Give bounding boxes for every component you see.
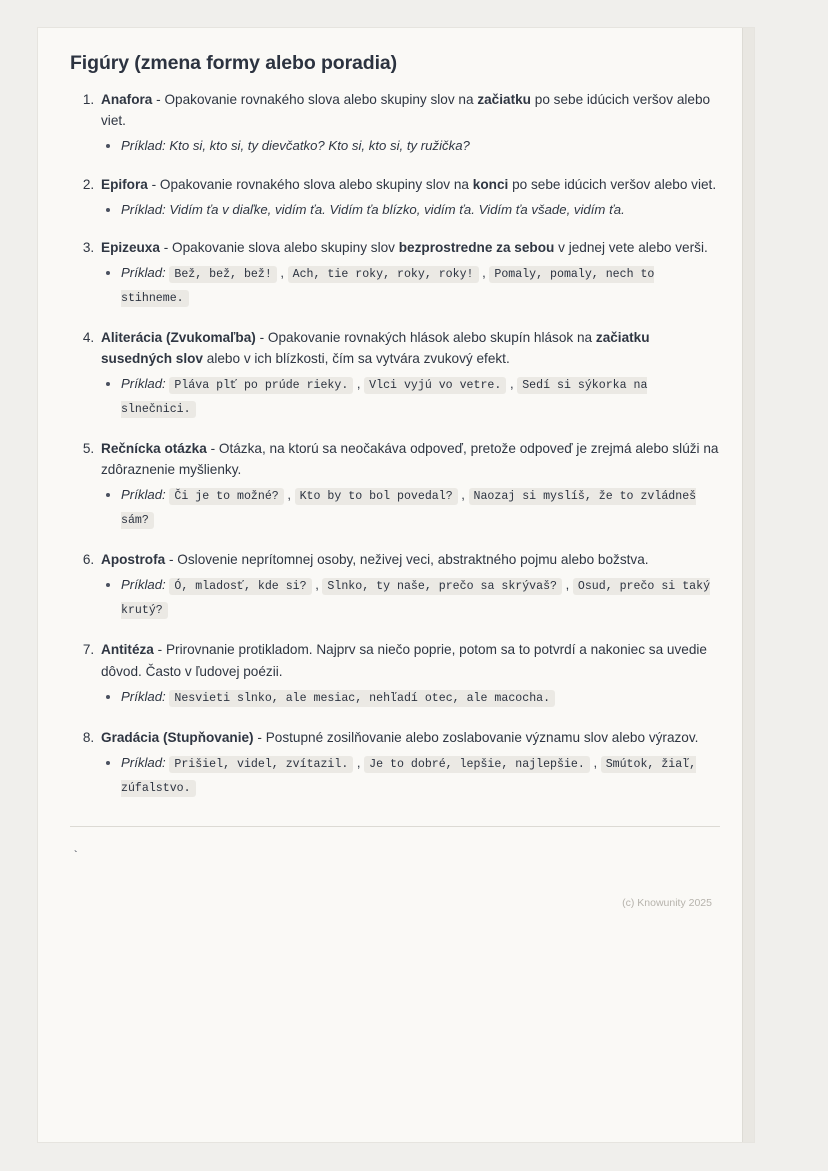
stray-backtick: ` (72, 848, 80, 863)
example-code: Smútok, žiaľ, zúfalstvo. (121, 757, 697, 795)
figure-definition-tail: po sebe idúcich veršov alebo viet. (508, 176, 717, 192)
example-item (121, 262, 720, 310)
figure-term: Aliterácia (Zvukomaľba) (101, 330, 256, 346)
example-separator: , (506, 376, 518, 392)
example-text: Vidím ťa v diaľke, vidím ťa. Vidím ťa blízko, vidím ťa. Vidím ťa všade, vidím ťa. (169, 201, 625, 217)
example-code: Vlci vyjú vo vetre. (364, 377, 506, 394)
example-list (101, 199, 720, 220)
list-item (98, 327, 720, 421)
figure-dash: - (253, 729, 266, 745)
example-list (101, 686, 720, 710)
example-separator: , (562, 577, 573, 593)
list-item (98, 237, 720, 310)
example-list (101, 752, 720, 800)
figure-definition: Otázka, na ktorú sa neočakáva odpoveď, pretože odpoveď je zrejmá alebo slúži na zdôraznenie myšlienky. (101, 441, 719, 478)
example-list (101, 135, 720, 156)
example-separator: , (353, 754, 365, 770)
example-item (121, 484, 720, 532)
example-item (121, 752, 720, 800)
example-code: Kto by to bol povedal? (295, 488, 458, 505)
list-item (98, 549, 720, 622)
figure-dash: - (206, 441, 219, 457)
document-content (38, 28, 754, 925)
example-list (101, 373, 720, 421)
example-code: Je to dobré, lepšie, najlepšie. (364, 756, 590, 773)
example-code: Ó, mladosť, kde si? (169, 578, 311, 595)
figure-definition: Opakovanie rovnakých hlások alebo skupín hlások na (267, 330, 596, 346)
figure-dash: - (147, 176, 160, 192)
example-code: Pomaly, pomaly, nech to stihneme. (121, 268, 655, 306)
list-item (98, 727, 720, 800)
example-label: Príklad: (121, 754, 170, 770)
figures-list (70, 89, 720, 800)
example-list (101, 484, 720, 532)
example-label: Príklad: (121, 376, 170, 392)
example-separator: , (353, 376, 365, 392)
example-code: Pláva plť po prúde rieky. (169, 377, 353, 394)
example-label: Príklad: (121, 577, 170, 593)
scrollbar-track[interactable] (742, 28, 754, 1142)
figure-definition-emphasis: konci (472, 176, 509, 192)
page-title: Figúry (zmena formy alebo poradia) (70, 52, 398, 74)
figure-definition-tail: v jednej vete alebo verši. (554, 239, 708, 255)
figure-definition: Opakovanie rovnakého slova alebo skupiny slov na (159, 176, 473, 192)
example-separator: , (457, 487, 469, 503)
list-item (98, 639, 720, 709)
example-code: Naozaj si myslíš, že to zvládneš sám? (121, 490, 697, 528)
example-label: Príklad: (121, 201, 170, 217)
figure-term: Apostrofa (101, 552, 166, 568)
figure-dash: - (165, 552, 178, 568)
figure-dash: - (153, 642, 166, 658)
example-separator: , (283, 487, 295, 503)
figure-term: Rečnícka otázka (101, 441, 207, 457)
figure-definition: Opakovanie rovnakého slova alebo skupiny slov na (164, 92, 478, 107)
example-item (121, 199, 720, 220)
document-sheet (38, 28, 754, 1142)
example-item (121, 373, 720, 421)
example-code: Či je to možné? (169, 488, 283, 505)
figure-term: Epizeuxa (101, 239, 160, 255)
figure-definition: Prirovnanie protikladom. Najprv sa niečo poprie, potom sa to potvrdí a nakoniec sa uvedie dôvod. Často v ľudovej poézii. (101, 642, 707, 679)
figure-definition: Oslovenie neprítomnej osoby, neživej veci, abstraktného pojmu alebo božstva. (177, 552, 649, 568)
list-item (98, 174, 720, 220)
figure-definition-tail: po sebe idúcich veršov alebo viet. (101, 92, 711, 129)
figure-definition-emphasis: začiatku (477, 92, 531, 107)
list-item (98, 89, 720, 157)
figure-dash: - (255, 330, 268, 346)
example-separator: , (478, 265, 490, 280)
example-code: Slnko, ty naše, prečo sa skrývaš? (322, 578, 562, 595)
figure-definition-emphasis: bezprostredne za sebou (398, 239, 555, 255)
example-item (121, 686, 720, 710)
figure-dash: - (152, 92, 165, 107)
example-code: Ach, tie roky, roky, roky! (288, 266, 479, 283)
example-code: Prišiel, videl, zvítazil. (169, 756, 353, 773)
figure-definition-emphasis: začiatku susedných slov (101, 330, 650, 367)
example-item (121, 574, 720, 622)
example-item (121, 135, 720, 156)
figure-term: Epifora (101, 176, 148, 192)
example-text: Kto si, kto si, ty dievčatko? Kto si, kto si, ty ružička? (169, 138, 470, 154)
example-label: Príklad: (121, 688, 170, 704)
example-code: Sedí si sýkorka na slnečnici. (121, 379, 648, 417)
example-label: Príklad: (121, 138, 170, 154)
figure-definition-tail: alebo v ich blízkosti, čím sa vytvára zvukový efekt. (203, 351, 510, 367)
example-label: Príklad: (121, 487, 170, 503)
example-separator: , (311, 577, 323, 593)
copyright-footer: (c) Knowunity 2025 (622, 896, 712, 909)
figure-definition: Postupné zosilňovanie alebo zoslabovanie významu slov alebo výrazov. (265, 729, 699, 745)
list-item (98, 438, 720, 532)
figure-dash: - (159, 239, 173, 255)
example-list (101, 262, 720, 310)
figure-term: Anafora (101, 92, 153, 107)
example-code: Nesvieti slnko, ale mesiac, nehľadí otec, ale macocha. (169, 690, 555, 707)
figure-term: Antitéza (101, 642, 154, 658)
example-separator: , (589, 754, 601, 770)
example-list (101, 574, 720, 622)
example-label: Príklad: (121, 265, 170, 280)
example-code: Osud, prečo si taký krutý? (121, 580, 711, 618)
example-code: Bež, bež, bež! (169, 266, 276, 283)
figure-definition: Opakovanie slova alebo skupiny slov (172, 239, 399, 255)
figure-term: Gradácia (Stupňovanie) (101, 729, 254, 745)
example-separator: , (276, 265, 288, 280)
